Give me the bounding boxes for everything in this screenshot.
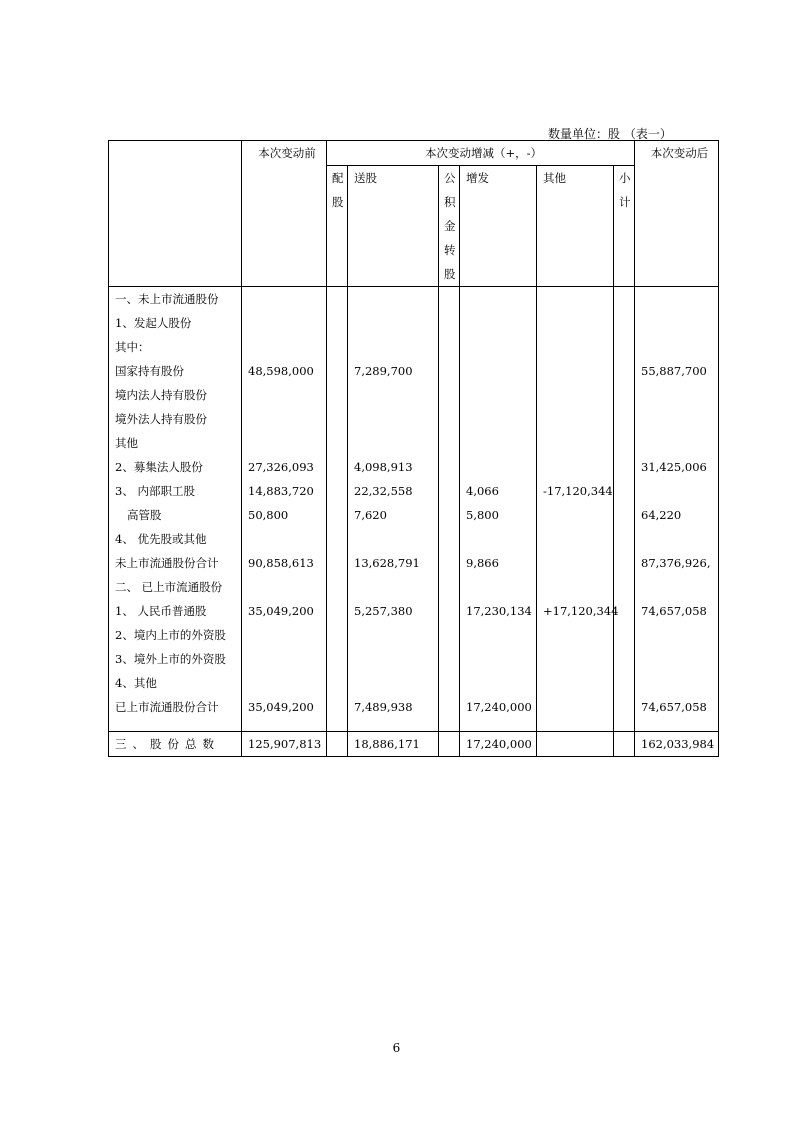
cell-before: 50,800 <box>242 503 327 527</box>
cell-before: 35,049,200 <box>242 599 327 623</box>
cell-rights-issue <box>327 599 348 623</box>
cell-other <box>537 503 614 527</box>
cell-bonus-shares: 7,489,938 <box>348 695 439 719</box>
page-number: 6 <box>392 1041 401 1055</box>
cell-rights-issue <box>327 695 348 719</box>
cell-rights-issue <box>327 479 348 503</box>
cell-subtotal <box>614 479 635 503</box>
row-label: 2、募集法人股份 <box>109 455 242 479</box>
cell-other <box>537 455 614 479</box>
cell-subtotal <box>614 732 635 757</box>
spacer-row <box>109 719 719 732</box>
cell-bonus-shares <box>348 383 439 407</box>
spacer-cell <box>327 719 348 732</box>
row-label: 其中： <box>109 335 242 359</box>
row-label: 三、股份总数 <box>109 732 242 757</box>
table-row <box>109 551 719 575</box>
cell-before <box>242 335 327 359</box>
cell-new-issue <box>460 335 537 359</box>
cell-new-issue: 17,240,000 <box>460 732 537 757</box>
table-row <box>109 479 719 503</box>
cell-before <box>242 671 327 695</box>
cell-after <box>635 407 719 431</box>
cell-rights-issue <box>327 527 348 551</box>
cell-bonus-shares: 13,628,791 <box>348 551 439 575</box>
cell-subtotal <box>614 527 635 551</box>
cell-rights-issue <box>327 359 348 383</box>
cell-after <box>635 479 719 503</box>
row-label: 2、境内上市的外资股 <box>109 623 242 647</box>
header-after: 本次变动后 <box>635 141 719 166</box>
cell-after <box>635 647 719 671</box>
row-label: 3、 内部职工股 <box>109 479 242 503</box>
cell-subtotal <box>614 503 635 527</box>
cell-rights-issue <box>327 455 348 479</box>
cell-other <box>537 431 614 455</box>
total-row <box>109 732 719 757</box>
cell-after: 74,657,058 <box>635 599 719 623</box>
table-row <box>109 359 719 383</box>
header-other: 其他 <box>537 166 614 287</box>
cell-other <box>537 732 614 757</box>
cell-before: 125,907,813 <box>242 732 327 757</box>
cell-after: 74,657,058 <box>635 695 719 719</box>
cell-before <box>242 383 327 407</box>
table-body <box>109 287 719 757</box>
header-rights-issue: 配股 <box>327 166 348 287</box>
cell-subtotal <box>614 623 635 647</box>
cell-other <box>537 311 614 335</box>
row-label: 境外法人持有股份 <box>109 407 242 431</box>
cell-other <box>537 407 614 431</box>
cell-rights-issue <box>327 623 348 647</box>
cell-before: 14,883,720 <box>242 479 327 503</box>
cell-before <box>242 647 327 671</box>
cell-new-issue: 4,066 <box>460 479 537 503</box>
cell-rights-issue <box>327 431 348 455</box>
cell-subtotal <box>614 359 635 383</box>
cell-bonus-shares: 7,289,700 <box>348 359 439 383</box>
cell-after: 87,376,926, <box>635 551 719 575</box>
cell-bonus-shares <box>348 431 439 455</box>
table-row <box>109 671 719 695</box>
cell-new-issue <box>460 407 537 431</box>
cell-capital-reserve <box>439 287 460 312</box>
cell-bonus-shares <box>348 647 439 671</box>
cell-other: -17,120,344 <box>537 479 614 503</box>
cell-bonus-shares: 4,098,913 <box>348 455 439 479</box>
cell-rights-issue <box>327 407 348 431</box>
cell-other <box>537 383 614 407</box>
cell-before <box>242 311 327 335</box>
cell-bonus-shares <box>348 671 439 695</box>
row-label: 4、 优先股或其他 <box>109 527 242 551</box>
row-label: 1、发起人股份 <box>109 311 242 335</box>
cell-after <box>635 287 719 312</box>
cell-rights-issue <box>327 671 348 695</box>
cell-rights-issue <box>327 335 348 359</box>
cell-new-issue: 17,230,134 <box>460 599 537 623</box>
cell-subtotal <box>614 383 635 407</box>
cell-other <box>537 287 614 312</box>
cell-after <box>635 623 719 647</box>
cell-new-issue <box>460 431 537 455</box>
cell-capital-reserve <box>439 695 460 719</box>
cell-after <box>635 311 719 335</box>
cell-subtotal <box>614 455 635 479</box>
row-label: 4、其他 <box>109 671 242 695</box>
table-row <box>109 287 719 312</box>
cell-before <box>242 575 327 599</box>
row-label: 其他 <box>109 431 242 455</box>
table-row <box>109 575 719 599</box>
unit-label: 数量单位：股 （表一） <box>548 127 672 141</box>
cell-other <box>537 623 614 647</box>
cell-capital-reserve <box>439 335 460 359</box>
row-label: 境内法人持有股份 <box>109 383 242 407</box>
table-row <box>109 623 719 647</box>
cell-after <box>635 527 719 551</box>
cell-before <box>242 623 327 647</box>
cell-new-issue: 17,240,000 <box>460 695 537 719</box>
cell-bonus-shares <box>348 575 439 599</box>
cell-bonus-shares: 7,620 <box>348 503 439 527</box>
spacer-cell <box>109 719 242 732</box>
cell-other <box>537 527 614 551</box>
spacer-cell <box>348 719 439 732</box>
cell-capital-reserve <box>439 407 460 431</box>
cell-rights-issue <box>327 287 348 312</box>
cell-after <box>635 431 719 455</box>
table-row <box>109 311 719 335</box>
cell-bonus-shares <box>348 311 439 335</box>
cell-other <box>537 551 614 575</box>
cell-other <box>537 575 614 599</box>
cell-capital-reserve <box>439 479 460 503</box>
cell-rights-issue <box>327 503 348 527</box>
cell-before <box>242 527 327 551</box>
row-label: 国家持有股份 <box>109 359 242 383</box>
cell-capital-reserve <box>439 311 460 335</box>
cell-subtotal <box>614 575 635 599</box>
cell-new-issue <box>460 383 537 407</box>
cell-other <box>537 647 614 671</box>
cell-rights-issue <box>327 732 348 757</box>
cell-bonus-shares <box>348 335 439 359</box>
cell-before: 48,598,000 <box>242 359 327 383</box>
table-row <box>109 527 719 551</box>
cell-new-issue: 9,866 <box>460 551 537 575</box>
cell-after <box>635 335 719 359</box>
spacer-cell <box>460 719 537 732</box>
cell-subtotal <box>614 335 635 359</box>
cell-before: 90,858,613 <box>242 551 327 575</box>
cell-rights-issue <box>327 575 348 599</box>
cell-capital-reserve <box>439 551 460 575</box>
cell-subtotal <box>614 407 635 431</box>
cell-rights-issue <box>327 551 348 575</box>
cell-after <box>635 671 719 695</box>
cell-before: 27,326,093 <box>242 455 327 479</box>
cell-subtotal <box>614 431 635 455</box>
cell-before <box>242 287 327 312</box>
header-after-cont <box>635 166 719 287</box>
spacer-cell <box>242 719 327 732</box>
cell-rights-issue <box>327 311 348 335</box>
cell-bonus-shares: 5,257,380 <box>348 599 439 623</box>
cell-bonus-shares <box>348 623 439 647</box>
table-row <box>109 599 719 623</box>
row-label: 1、 人民币普通股 <box>109 599 242 623</box>
cell-rights-issue <box>327 383 348 407</box>
header-subtotal: 小计 <box>614 166 635 287</box>
spacer-cell <box>537 719 614 732</box>
cell-other <box>537 335 614 359</box>
header-bonus-shares: 送股 <box>348 166 439 287</box>
header-capital-reserve: 公积金转股 <box>439 166 460 287</box>
cell-after <box>635 383 719 407</box>
header-before: 本次变动前 <box>242 141 327 166</box>
cell-subtotal <box>614 311 635 335</box>
cell-capital-reserve <box>439 455 460 479</box>
cell-other <box>537 359 614 383</box>
cell-capital-reserve <box>439 647 460 671</box>
table-row <box>109 455 719 479</box>
header-before-cont <box>242 166 327 287</box>
table-row <box>109 647 719 671</box>
share-change-table <box>108 140 719 757</box>
cell-capital-reserve <box>439 732 460 757</box>
cell-subtotal <box>614 671 635 695</box>
row-label: 高管股 <box>109 503 242 527</box>
header-change-group: 本次变动增减（+，-） <box>327 141 635 166</box>
cell-capital-reserve <box>439 575 460 599</box>
spacer-cell <box>635 719 719 732</box>
cell-new-issue <box>460 527 537 551</box>
cell-new-issue <box>460 647 537 671</box>
table-row <box>109 335 719 359</box>
cell-bonus-shares <box>348 527 439 551</box>
cell-after: 31,425,006 <box>635 455 719 479</box>
cell-subtotal <box>614 551 635 575</box>
cell-new-issue <box>460 359 537 383</box>
cell-subtotal <box>614 695 635 719</box>
cell-after <box>635 575 719 599</box>
header-new-issue: 增发 <box>460 166 537 287</box>
cell-new-issue <box>460 287 537 312</box>
cell-capital-reserve <box>439 431 460 455</box>
cell-bonus-shares: 22,32,558 <box>348 479 439 503</box>
cell-bonus-shares <box>348 407 439 431</box>
header-row-top <box>109 141 719 166</box>
cell-rights-issue <box>327 647 348 671</box>
table-row <box>109 503 719 527</box>
table-row <box>109 383 719 407</box>
table-row <box>109 431 719 455</box>
cell-capital-reserve <box>439 503 460 527</box>
cell-new-issue: 5,800 <box>460 503 537 527</box>
cell-capital-reserve <box>439 671 460 695</box>
cell-before <box>242 407 327 431</box>
cell-new-issue <box>460 671 537 695</box>
cell-other <box>537 671 614 695</box>
cell-before: 35,049,200 <box>242 695 327 719</box>
spacer-cell <box>614 719 635 732</box>
cell-subtotal <box>614 287 635 312</box>
cell-capital-reserve <box>439 527 460 551</box>
row-label: 一、未上市流通股份 <box>109 287 242 312</box>
cell-new-issue <box>460 311 537 335</box>
cell-other: +17,120,344 <box>537 599 614 623</box>
spacer-cell <box>439 719 460 732</box>
cell-capital-reserve <box>439 359 460 383</box>
cell-before <box>242 431 327 455</box>
row-label: 未上市流通股份合计 <box>109 551 242 575</box>
cell-capital-reserve <box>439 599 460 623</box>
cell-new-issue <box>460 623 537 647</box>
cell-capital-reserve <box>439 383 460 407</box>
row-label: 二、 已上市流通股份 <box>109 575 242 599</box>
cell-bonus-shares <box>348 287 439 312</box>
cell-other <box>537 695 614 719</box>
cell-after: 64,220 <box>635 503 719 527</box>
cell-capital-reserve <box>439 623 460 647</box>
row-label: 3、境外上市的外资股 <box>109 647 242 671</box>
row-label: 已上市流通股份合计 <box>109 695 242 719</box>
table-row <box>109 407 719 431</box>
cell-new-issue <box>460 455 537 479</box>
header-blank-cell <box>109 141 242 287</box>
table-row <box>109 695 719 719</box>
cell-subtotal <box>614 647 635 671</box>
cell-after: 55,887,700 <box>635 359 719 383</box>
cell-after: 162,033,984 <box>635 732 719 757</box>
cell-new-issue <box>460 575 537 599</box>
cell-bonus-shares: 18,886,171 <box>348 732 439 757</box>
